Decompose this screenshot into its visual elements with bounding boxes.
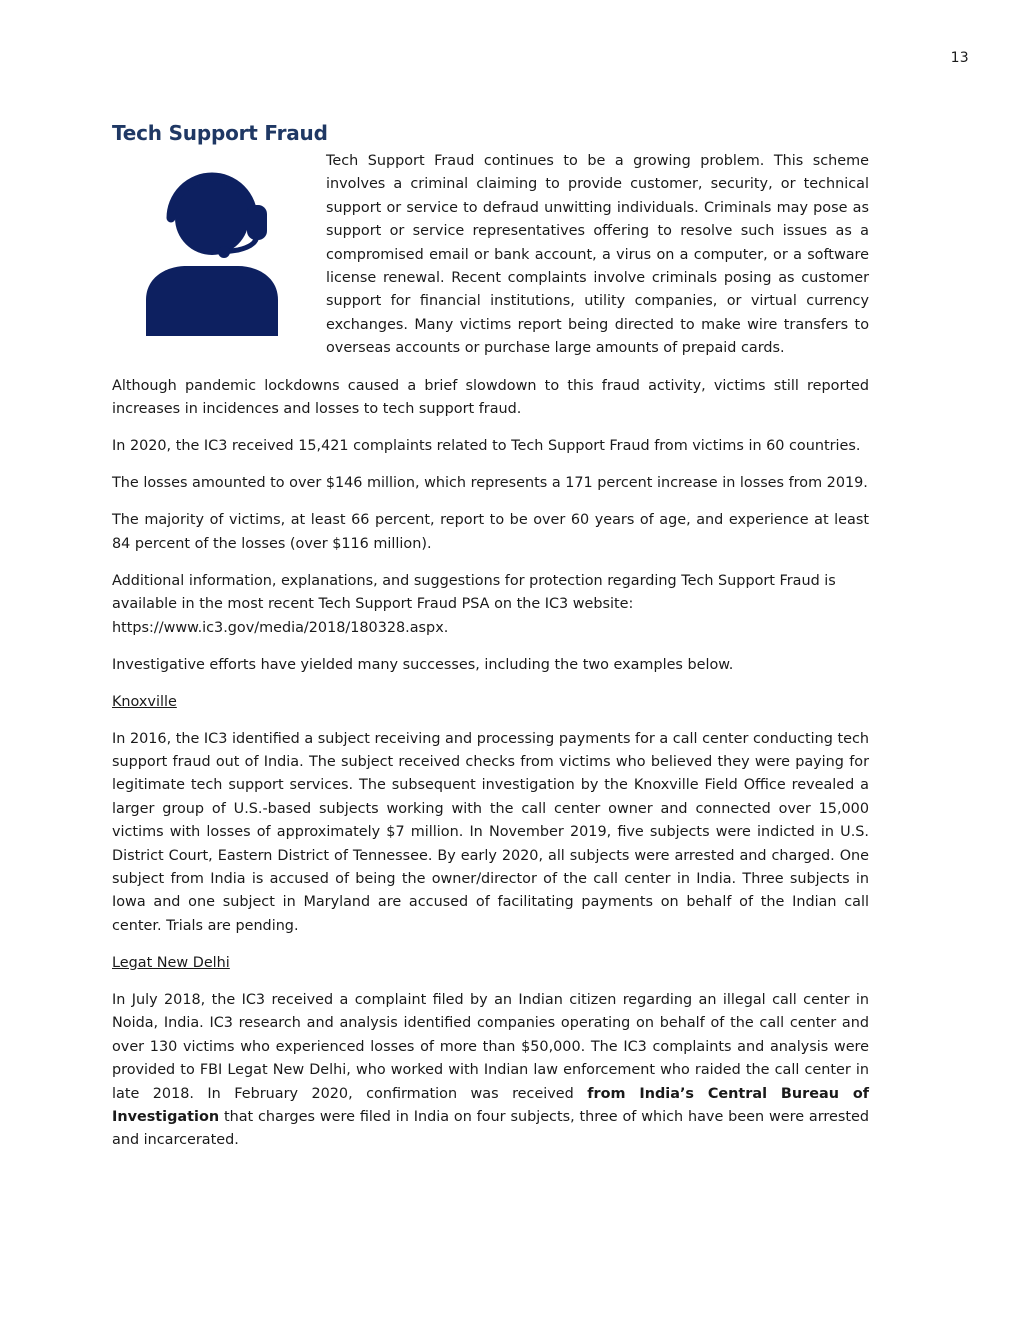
intro-block (326, 150, 869, 361)
intro-paragraph: Tech Support Fraud continues to be a growing problem. This scheme involves a criminal claiming to provide customer, security, or technical support or service to defraud unwitting individuals. Criminals may pose as support or service representatives offering to resolve such issues as a compromised email or bank account, a virus on a computer, or a software license renewal. Recent complaints involve criminals posing as customer support for financial institutions, utility companies, or virtual currency exchanges. Many victims report being directed to make wire transfers to overseas accounts or purchase large amounts of prepaid cards. (326, 153, 869, 357)
paragraph-investigative: Investigative efforts have yielded many successes, including the two examples below. (112, 656, 734, 673)
new-delhi-heading-text: Legat New Delhi (112, 954, 230, 971)
knoxville-heading-text: Knoxville (112, 693, 177, 710)
knoxville-heading (112, 691, 869, 714)
paragraph-additional-info (112, 570, 869, 640)
paragraph-pandemic: Although pandemic lockdowns caused a brief slowdown to this fraud activity, victims still reported increases in incidences and losses to tech support fraud. (112, 378, 869, 418)
paragraph-complaints: In 2020, the IC3 received 15,421 complaints related to Tech Support Fraud from victims in 60 countries. (112, 438, 861, 455)
new-delhi-text-end: that charges were filed in India on four subjects, three of which have been were arrested and incarcerated. (112, 1108, 869, 1149)
psa-link[interactable]: https://www.ic3.gov/media/2018/180328.aspx. (112, 619, 449, 636)
section-title: Tech Support Fraud (112, 121, 328, 145)
new-delhi-paragraph (112, 989, 869, 1153)
page-number: 13 (950, 50, 969, 66)
knoxville-paragraph: In 2016, the IC3 identified a subject receiving and processing payments for a call center conducting tech support fraud out of India. The subject received checks from victims who believed they were paying for legitimate tech support services. The subsequent investigation by the Knoxville Field Office revealed a larger group of U.S.-based subjects working with the call center owner and connected over 15,000 victims with losses of approximately $7 million. In November 2019, five subjects were indicted in U.S. District Court, Eastern District of Tennessee. By early 2020, all subjects were arrested and charged. One subject from India is accused of being the owner/director of the call center in India. Three subjects in Iowa and one subject in Maryland are accused of facilitating payments on behalf of the Indian call center. Trials are pending. (112, 730, 869, 934)
additional-info-text: Additional information, explanations, and suggestions for protection regarding Tech Support Fraud is available in the most recent Tech Support Fraud PSA on the IC3 website: (112, 572, 836, 613)
main-content (112, 375, 869, 1166)
new-delhi-heading (112, 952, 869, 975)
new-delhi-text-bold: from India’s Central Bureau of Investigation (112, 1085, 870, 1125)
paragraph-majority: The majority of victims, at least 66 percent, report to be over 60 years of age, and experience at least 84 percent of the losses (over $116 million). (112, 512, 869, 552)
headset-person-icon (146, 172, 278, 336)
new-delhi-text-start: In July 2018, the IC3 received a complaint filed by an Indian citizen regarding an illegal call center in Noida, India. IC3 research and analysis identified companies operating on behalf of the call center and over 130 victims who experienced losses of more than $50,000. The IC3 complaints and analysis were provided to FBI Legat New Delhi, who worked with Indian law enforcement who raided the call center in late 2018. In February 2020, confirmation was received (112, 991, 869, 1102)
paragraph-losses: The losses amounted to over $146 million, which represents a 171 percent increase in losses from 2019. (112, 475, 868, 492)
